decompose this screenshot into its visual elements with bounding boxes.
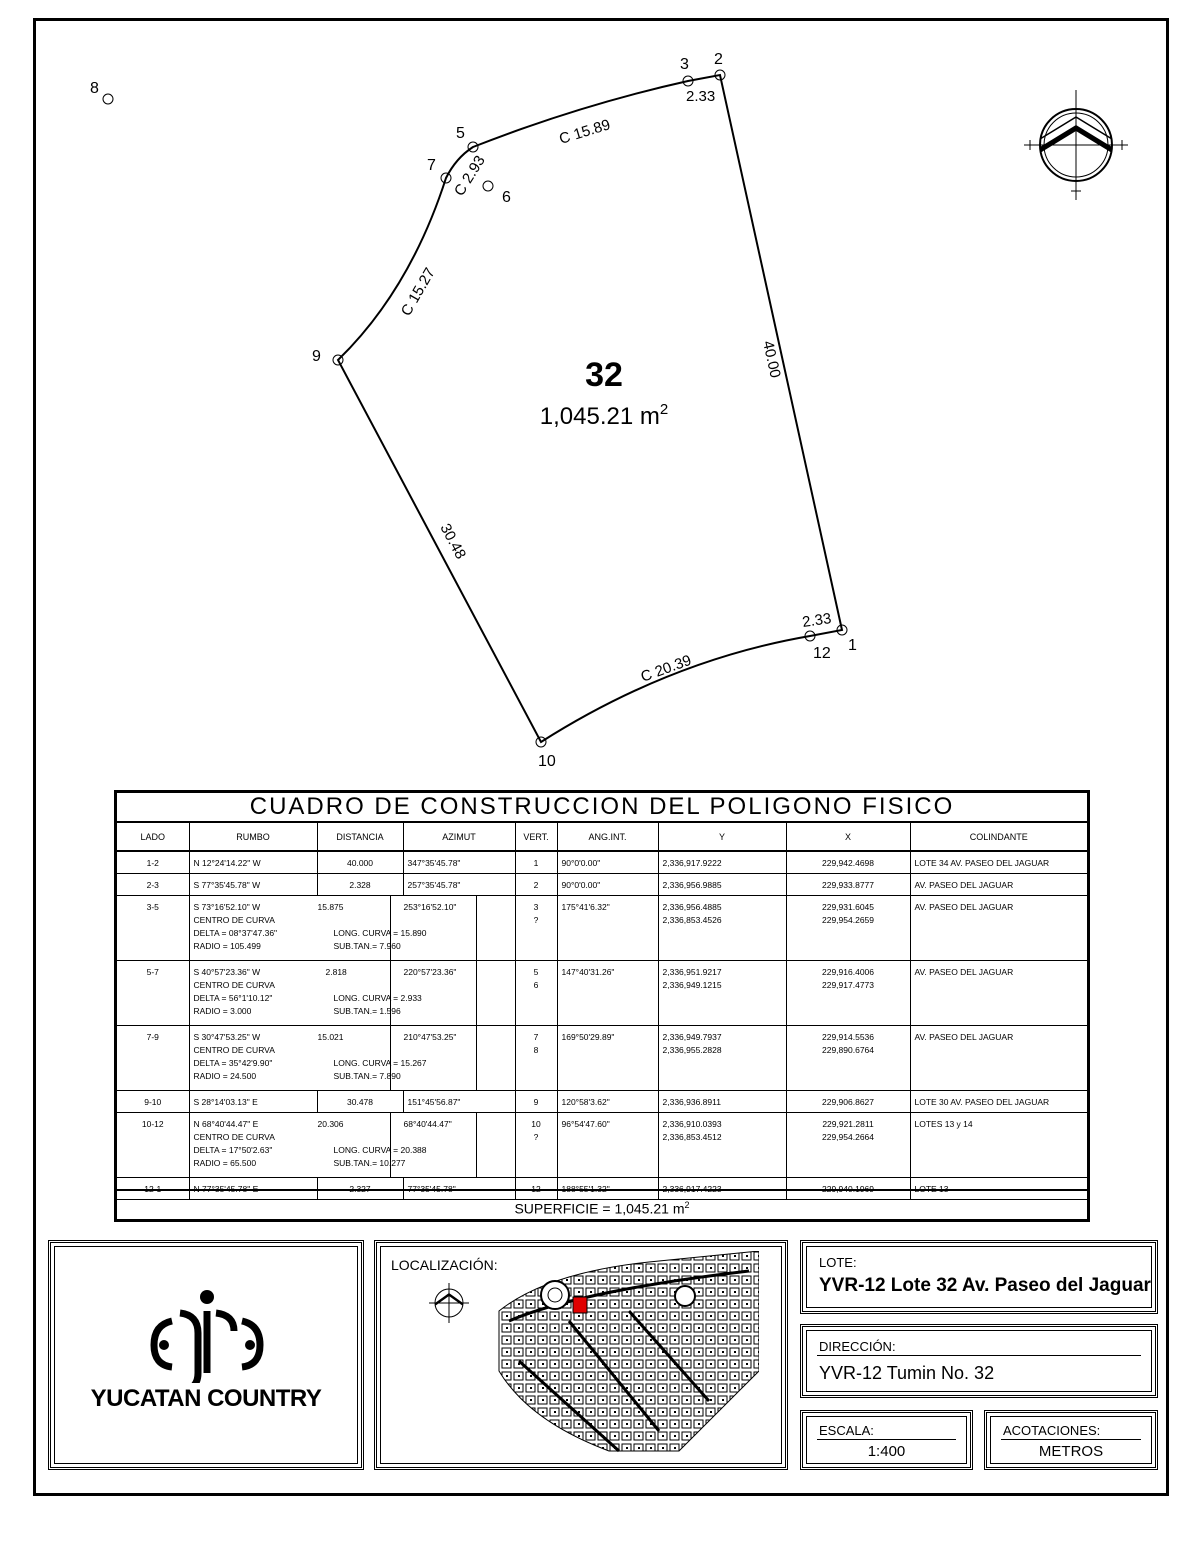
table-row	[117, 1112, 1087, 1177]
dim-side-12-1: 2.33	[801, 610, 833, 631]
acotaciones-value: METROS	[1038, 1443, 1104, 1460]
cell-x: 229,940.1969	[786, 1177, 910, 1199]
cell-colindante: LOTE 30 AV. PASEO DEL JAGUAR	[910, 1090, 1087, 1112]
table-row	[117, 1090, 1087, 1112]
cell-vert: 3 ?	[515, 895, 557, 960]
header-rumbo: RUMBO	[189, 823, 317, 851]
cell-vert: 9	[515, 1090, 557, 1112]
curve-center-label: CENTRO DE CURVA	[193, 1131, 275, 1142]
curve-length: LONG. CURVA = 15.890	[333, 927, 427, 938]
cell-rumbo: S 28°14'03.13" E	[189, 1090, 317, 1112]
lote-value: YVR-12 Lote 32 Av. Paseo del Jaguar	[819, 1275, 1151, 1296]
curve-radius: RADIO = 24.500	[193, 1070, 257, 1081]
cell-azimut: 253°16'52.10"	[403, 901, 457, 912]
lot-area-sup: 2	[659, 401, 669, 418]
table-header-row	[117, 823, 1087, 851]
dim-curve-3-5: C 15.89	[557, 116, 613, 148]
direccion-value: YVR-12 Tumin No. 32	[819, 1363, 995, 1383]
escala-value: 1:400	[867, 1443, 906, 1460]
cell-ang: 96°54'47.60"	[557, 1112, 658, 1177]
vertex-2-label: 2	[714, 51, 723, 68]
cell-lado: 1-2	[117, 851, 189, 873]
lot-highlight	[573, 1297, 587, 1313]
vertex-7-label: 7	[427, 157, 436, 174]
cell-y: 2,336,936.8911	[658, 1090, 786, 1112]
rumbo-text: S 40°57'23.36" W	[193, 966, 261, 977]
cell-rumbo	[189, 960, 515, 1025]
header-x: X	[786, 823, 910, 851]
dim-side-2-1: 40.00	[759, 339, 784, 380]
cell-colindante: LOTE 13	[910, 1177, 1087, 1199]
lote-box	[800, 1240, 1158, 1314]
table-title: CUADRO DE CONSTRUCCION DEL POLIGONO FISICO	[117, 793, 1087, 823]
brand-name: YUCATAN COUNTRY	[90, 1385, 322, 1412]
cell-x: 229,942.4698	[786, 851, 910, 873]
vertex-8-label: 8	[90, 80, 99, 97]
direccion-box	[800, 1324, 1158, 1398]
acotaciones-label: ACOTACIONES:	[1003, 1423, 1101, 1438]
curve-subtan: SUB.TAN.= 10.277	[333, 1157, 406, 1168]
header-ang-int: ANG.INT.	[557, 823, 658, 851]
north-arrow-small-icon	[429, 1283, 469, 1323]
cell-x: 229,906.8627	[786, 1090, 910, 1112]
lot-number: 32	[585, 356, 623, 394]
yucatan-country-logo-icon	[51, 1243, 361, 1383]
curve-delta: DELTA = 08°37'47.36"	[193, 927, 278, 938]
cell-rumbo	[189, 1025, 515, 1090]
curve-radius: RADIO = 65.500	[193, 1157, 257, 1168]
curve-delta: DELTA = 56°1'10.12"	[193, 992, 273, 1003]
header-colindante: COLINDANTE	[910, 823, 1087, 851]
vertex-1-label: 1	[848, 637, 857, 654]
header-y: Y	[658, 823, 786, 851]
vertex-5-label: 5	[456, 125, 465, 142]
cell-y: 2,336,951.9217 2,336,949.1215	[658, 960, 786, 1025]
cell-x: 229,933.8777	[786, 873, 910, 895]
table-row	[117, 895, 1087, 960]
direccion-label: DIRECCIÓN:	[819, 1339, 896, 1354]
cell-azimut: 220°57'23.36"	[403, 966, 457, 977]
cell-distancia: 20.306	[317, 1118, 344, 1129]
cell-distancia: 15.021	[317, 1031, 344, 1042]
cell-lado: 5-7	[117, 960, 189, 1025]
cell-azimut: 257°35'45.78"	[403, 873, 515, 895]
curve-center-label: CENTRO DE CURVA	[193, 914, 275, 925]
cell-distancia: 15.875	[317, 901, 344, 912]
curve-center-label: CENTRO DE CURVA	[193, 1044, 275, 1055]
vertex-10-label: 10	[538, 753, 556, 770]
cell-colindante: AV. PASEO DEL JAGUAR	[910, 960, 1087, 1025]
cell-distancia: 40.000	[317, 851, 403, 873]
cell-lado: 7-9	[117, 1025, 189, 1090]
dim-side-9-10: 30.48	[436, 520, 470, 563]
curve-delta: DELTA = 35°42'9.90"	[193, 1057, 273, 1068]
vertex-9-label: 9	[312, 348, 321, 365]
cell-rumbo: N 12°24'14.22" W	[189, 851, 317, 873]
rumbo-text: S 30°47'53.25" W	[193, 1031, 261, 1042]
cell-y: 2,336,917.9222	[658, 851, 786, 873]
table-row	[117, 1025, 1087, 1090]
cell-ang: 90°0'0.00"	[557, 851, 658, 873]
curve-radius: RADIO = 105.499	[193, 940, 261, 951]
curve-subtan: SUB.TAN.= 7.890	[333, 1070, 401, 1081]
dim-curve-7-9: C 15.27	[397, 264, 439, 319]
cell-azimut: 151°45'56.87"	[403, 1090, 515, 1112]
cell-distancia: 30.478	[317, 1090, 403, 1112]
north-arrow-icon	[1024, 90, 1128, 200]
curve-length: LONG. CURVA = 20.388	[333, 1144, 427, 1155]
cell-y: 2,336,956.9885	[658, 873, 786, 895]
table-row	[117, 851, 1087, 873]
escala-box	[800, 1410, 973, 1470]
cell-y: 2,336,917.4223	[658, 1177, 786, 1199]
vertex-8-marker	[103, 94, 113, 104]
cell-azimut: 210°47'53.25"	[403, 1031, 457, 1042]
cell-ang: 90°0'0.00"	[557, 873, 658, 895]
cell-y: 2,336,910.0393 2,336,853.4512	[658, 1112, 786, 1177]
curve-radius: RADIO = 3.000	[193, 1005, 252, 1016]
cell-vert: 2	[515, 873, 557, 895]
cell-ang: 147°40'31.26"	[557, 960, 658, 1025]
dim-curve-10-12: C 20.39	[638, 651, 694, 686]
logo-box	[48, 1240, 364, 1470]
cell-lado: 3-5	[117, 895, 189, 960]
acotaciones-box	[984, 1410, 1158, 1470]
cell-x: 229,914.5536 229,890.6764	[786, 1025, 910, 1090]
construction-table	[114, 790, 1090, 1222]
dim-curve-5-7: C 2.93	[450, 152, 489, 200]
cell-ang: 169°50'29.89"	[557, 1025, 658, 1090]
cell-lado: 10-12	[117, 1112, 189, 1177]
cell-azimut: 347°35'45.78"	[403, 851, 515, 873]
curve-length: LONG. CURVA = 15.267	[333, 1057, 427, 1068]
curve-length: LONG. CURVA = 2.933	[333, 992, 422, 1003]
cell-colindante: AV. PASEO DEL JAGUAR	[910, 1025, 1087, 1090]
cell-x: 229,916.4006 229,917.4773	[786, 960, 910, 1025]
cell-rumbo: S 77°35'45.78" W	[189, 873, 317, 895]
lote-label: LOTE:	[819, 1255, 857, 1270]
vertex-12-label: 12	[813, 645, 831, 662]
cell-colindante: LOTES 13 y 14	[910, 1112, 1087, 1177]
cell-distancia: 2.327	[317, 1177, 403, 1199]
cell-ang: 188°55'1.32"	[557, 1177, 658, 1199]
cell-vert: 7 8	[515, 1025, 557, 1090]
cell-vert: 12	[515, 1177, 557, 1199]
cell-x: 229,931.6045 229,954.2659	[786, 895, 910, 960]
location-map	[489, 1251, 759, 1461]
location-box	[374, 1240, 788, 1470]
cell-vert: 1	[515, 851, 557, 873]
cell-azimut: 68°40'44.47"	[403, 1118, 452, 1129]
dim-side-3-2: 2.33	[686, 88, 716, 105]
cell-azimut: 77°35'45.78"	[403, 1177, 515, 1199]
lot-area: 1,045.21 $m^2$	[539, 401, 669, 430]
cell-distancia: 2.818	[325, 966, 347, 977]
curve-delta: DELTA = 17°50'2.63"	[193, 1144, 273, 1155]
cell-rumbo	[189, 1112, 515, 1177]
header-azimut: AZIMUT	[403, 823, 515, 851]
vertex-6-label: 6	[502, 189, 511, 206]
cell-colindante: AV. PASEO DEL JAGUAR	[910, 895, 1087, 960]
header-lado: LADO	[117, 823, 189, 851]
cell-lado: 2-3	[117, 873, 189, 895]
cell-vert: 5 6	[515, 960, 557, 1025]
table-row	[117, 873, 1087, 895]
cell-lado: 9-10	[117, 1090, 189, 1112]
surface-sup: 2	[684, 1200, 690, 1210]
escala-label: ESCALA:	[819, 1423, 874, 1438]
curve-subtan: SUB.TAN.= 7.960	[333, 940, 401, 951]
location-label: LOCALIZACIÓN:	[391, 1257, 498, 1273]
header-vert: VERT.	[515, 823, 557, 851]
cell-ang: 175°41'6.32"	[557, 895, 658, 960]
cell-rumbo: N 77°35'45.78" E	[189, 1177, 317, 1199]
vertex-3-label: 3	[680, 56, 689, 73]
cell-y: 2,336,949.7937 2,336,955.2828	[658, 1025, 786, 1090]
rumbo-text: S 73°16'52.10" W	[193, 901, 261, 912]
curve-subtan: SUB.TAN.= 1.596	[333, 1005, 401, 1016]
cell-lado: 12-1	[117, 1177, 189, 1199]
cell-colindante: LOTE 34 AV. PASEO DEL JAGUAR	[910, 851, 1087, 873]
curve-center-label: CENTRO DE CURVA	[193, 979, 275, 990]
cell-x: 229,921.2811 229,954.2664	[786, 1112, 910, 1177]
rumbo-text: N 68°40'44.47" E	[193, 1118, 259, 1129]
table-row	[117, 960, 1087, 1025]
vertex-6-marker	[483, 181, 493, 191]
cell-distancia: 2.328	[317, 873, 403, 895]
cell-colindante: AV. PASEO DEL JAGUAR	[910, 873, 1087, 895]
table-grid	[117, 823, 1087, 1200]
cell-y: 2,336,956.4885 2,336,853.4526	[658, 895, 786, 960]
header-distancia: DISTANCIA	[317, 823, 403, 851]
surface-total: SUPERFICIE = 1,045.21 $m^2$	[117, 1189, 1087, 1219]
cell-rumbo	[189, 895, 515, 960]
cell-ang: 120°58'3.62"	[557, 1090, 658, 1112]
cell-vert: 10 ?	[515, 1112, 557, 1177]
